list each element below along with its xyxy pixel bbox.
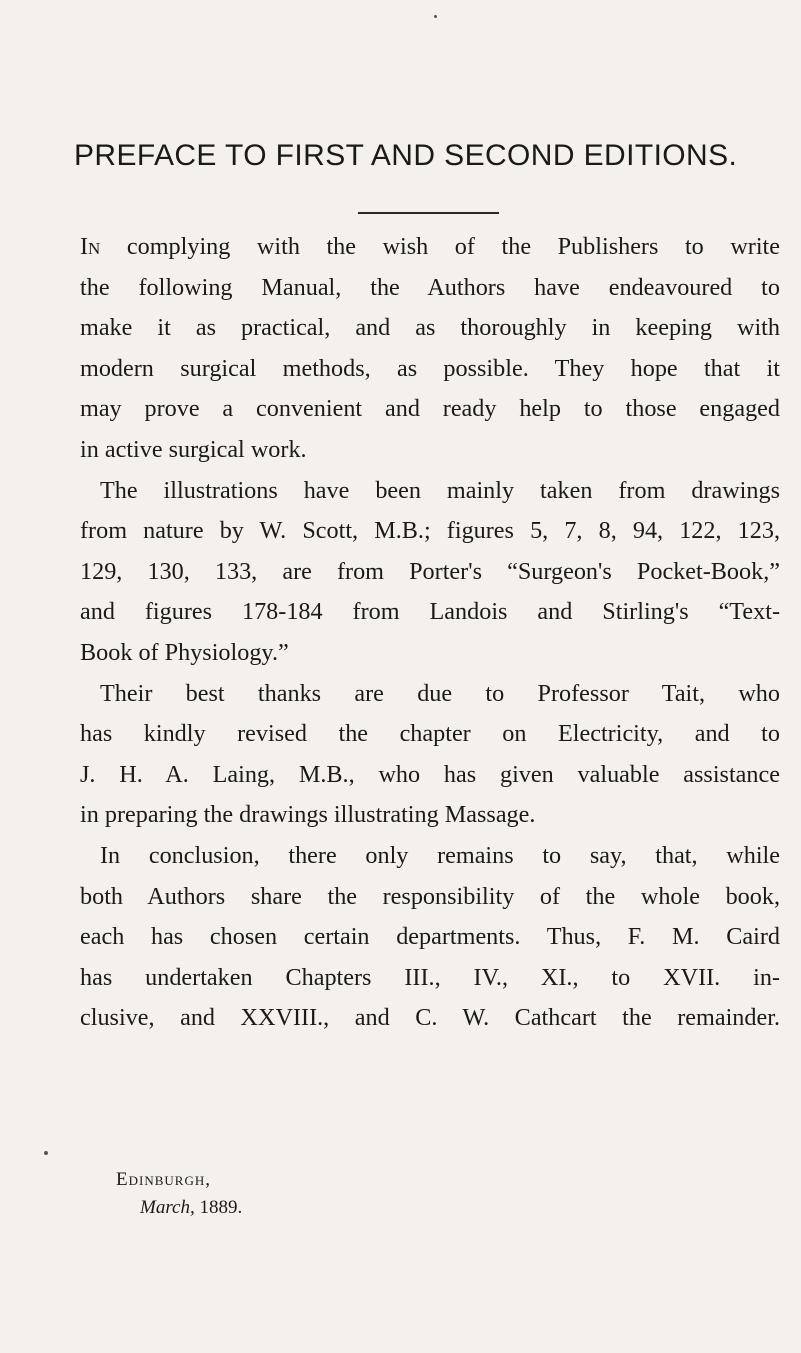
- para-2-line-4: and figures 178-184 from Landois and Stirling's “Text-: [80, 598, 780, 626]
- para-4-line-1: In conclusion, there only remains to say, that, while: [100, 841, 780, 869]
- para-4-line-3: each has chosen certain departments. Thus, F. M. Caird: [80, 923, 780, 951]
- para-2-line-3: 129, 130, 133, are from Porter's “Surgeon's Pocket-Book,”: [80, 557, 780, 585]
- para-4-line-4: has undertaken Chapters III., IV., XI., to XVII. in-: [80, 963, 780, 991]
- paper-speck: [434, 15, 437, 18]
- para-1-line-5: may prove a convenient and ready help to those engaged: [80, 395, 780, 423]
- para-1-line-6: in active surgical work.: [80, 435, 307, 463]
- para-1-line-1: In complying with the wish of the Publishers to write: [80, 233, 781, 260]
- para-3-line-1: Their best thanks are due to Professor Tait, who: [100, 679, 780, 707]
- signoff-date: [116, 1194, 242, 1222]
- signoff-place: Edinburgh,: [116, 1169, 211, 1190]
- signoff: [116, 1166, 242, 1222]
- para-1-line-3: make it as practical, and as thoroughly in keeping with: [80, 314, 780, 342]
- preface-heading: PREFACE TO FIRST AND SECOND EDITIONS.: [74, 139, 738, 172]
- para-3-line-3: J. H. A. Laing, M.B., who has given valuable assistance: [80, 760, 780, 788]
- preface-body: [80, 227, 780, 1039]
- signoff-month: March,: [140, 1197, 195, 1218]
- para-2-line-1: The illustrations have been mainly taken from drawings: [100, 476, 780, 504]
- heading-rule: [358, 212, 499, 214]
- signoff-year: 1889.: [199, 1197, 243, 1218]
- para-4-line-5: clusive, and XXVIII., and C. W. Cathcart the remainder.: [80, 1004, 780, 1032]
- para-1-line-4: modern surgical methods, as possible. They hope that it: [80, 354, 780, 382]
- paper-speck: [44, 1151, 48, 1155]
- para-2-line-2: from nature by W. Scott, M.B.; figures 5, 7, 8, 94, 122, 123,: [80, 517, 780, 545]
- para-3-line-2: has kindly revised the chapter on Electricity, and to: [80, 720, 780, 748]
- para-1-line-2: the following Manual, the Authors have endeavoured to: [80, 273, 780, 301]
- para-2-line-5: Book of Physiology.”: [80, 638, 289, 666]
- para-3-line-4: in preparing the drawings illustrating Massage.: [80, 801, 536, 829]
- para-4-line-2: both Authors share the responsibility of the whole book,: [80, 882, 780, 910]
